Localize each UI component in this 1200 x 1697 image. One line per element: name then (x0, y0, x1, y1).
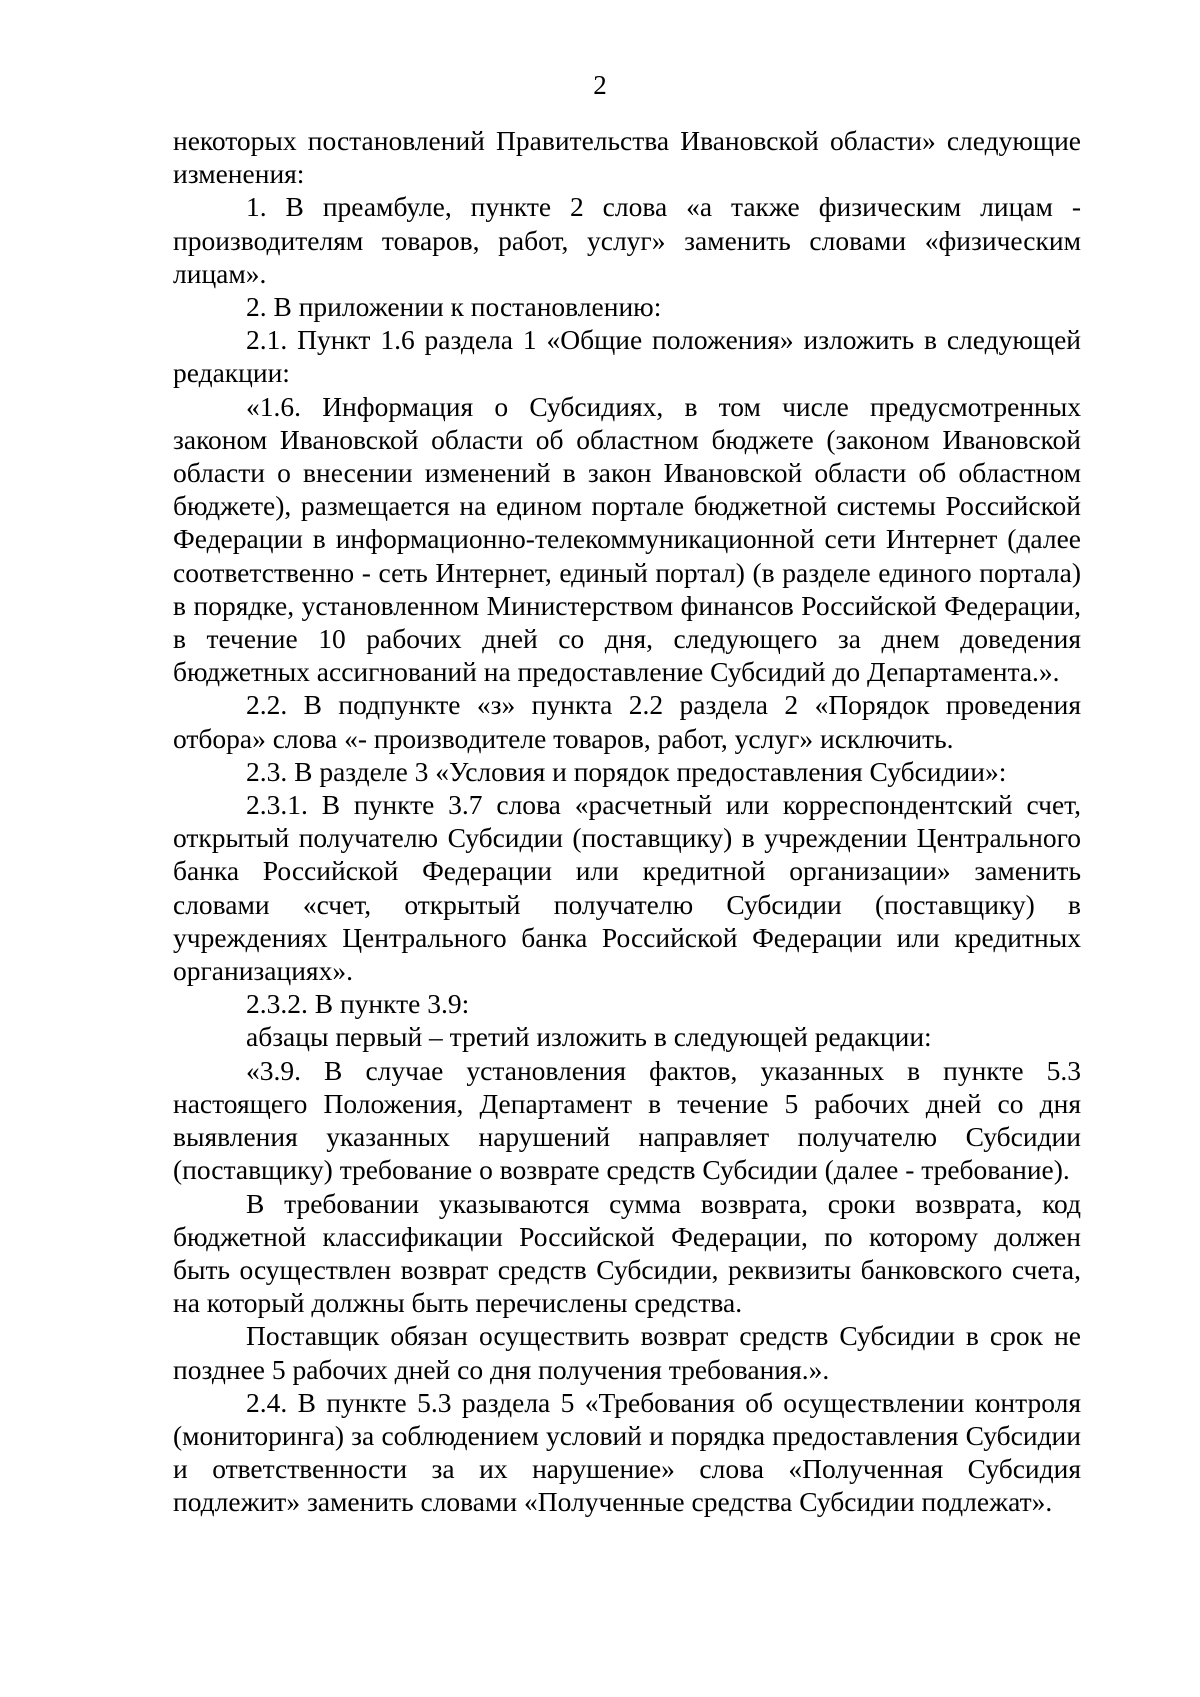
paragraph-item-2-4: 2.4. В пункте 5.3 раздела 5 «Требования об осуществлении контроля (мониторинга) за соблюдением условий и порядка предоставления Субсидии и ответственности за их нарушение» слова «Полученная Субсидия подлежит» заменить словами «Полученные средства Субсидии подлежат». (173, 1386, 1081, 1518)
paragraph-item-2-3-2: 2.3.2. В пункте 3.9: (246, 988, 470, 1020)
page-number: 2 (593, 70, 607, 100)
paragraph-item-1-6-quote: «1.6. Информация о Субсидиях, в том числе предусмотренных законом Ивановской области об областном бюджете (законом Ивановской области о внесении изменений в закон Ивановской области об областном бюджете), размещается на едином портале бюджетной системы Российской Федерации в информационно-телекоммуникационной сети Интернет (далее соответственно - сеть Интернет, единый портал) (в разделе единого портала) в порядке, установленном Министерством финансов Российской Федерации, в течение 10 рабочих дней со дня, следующего за днем доведения бюджетных ассигнований на предоставление Субсидий до Департамента.». (173, 390, 1081, 688)
paragraph-item-2: 2. В приложении к постановлению: (246, 291, 662, 323)
paragraph-trebovanie: В требовании указываются сумма возврата, сроки возврата, код бюджетной классификации Российской Федерации, по которому должен быть осуществлен возврат средств Субсидии, реквизиты банковского счета, на который должны быть перечислены средства. (173, 1187, 1081, 1319)
document-body (173, 124, 1081, 1519)
paragraph-item-2-3: 2.3. В разделе 3 «Условия и порядок предоставления Субсидии»: (246, 755, 1007, 787)
paragraph-item-2-2: 2.2. В подпункте «з» пункта 2.2 раздела 2 «Порядок проведения отбора» слова «- производителе товаров, работ, услуг» исключить. (173, 689, 1081, 754)
paragraph-abzacy: абзацы первый – третий изложить в следующей редакции: (246, 1021, 932, 1053)
paragraph-item-2-3-1: 2.3.1. В пункте 3.7 слова «расчетный или корреспондентский счет, открытый получателю Субсидии (поставщику) в учреждении Центрального банка Российской Федерации или кредитной организации» заменить словами «счет, открытый получателю Субсидии (поставщику) в учреждениях Центрального банка Российской Федерации или кредитных организациях». (173, 789, 1081, 987)
paragraph-item-2-1: 2.1. Пункт 1.6 раздела 1 «Общие положения» изложить в следующей редакции: (173, 324, 1081, 389)
paragraph-item-3-9-quote: «3.9. В случае установления фактов, указанных в пункте 5.3 настоящего Положения, Департамент в течение 5 рабочих дней со дня выявления указанных нарушений направляет получателю Субсидии (поставщику) требование о возврате средств Субсидии (далее - требование). (173, 1054, 1081, 1186)
paragraph-postavshchik: Поставщик обязан осуществить возврат средств Субсидии в срок не позднее 5 рабочих дней со дня получения требования.». (173, 1320, 1081, 1385)
paragraph-continuation: некоторых постановлений Правительства Ивановской области» следующие изменения: (173, 125, 1081, 190)
paragraph-item-1: 1. В преамбуле, пункте 2 слова «а также физическим лицам - производителям товаров, работ, услуг» заменить словами «физическим лицам». (173, 191, 1081, 289)
